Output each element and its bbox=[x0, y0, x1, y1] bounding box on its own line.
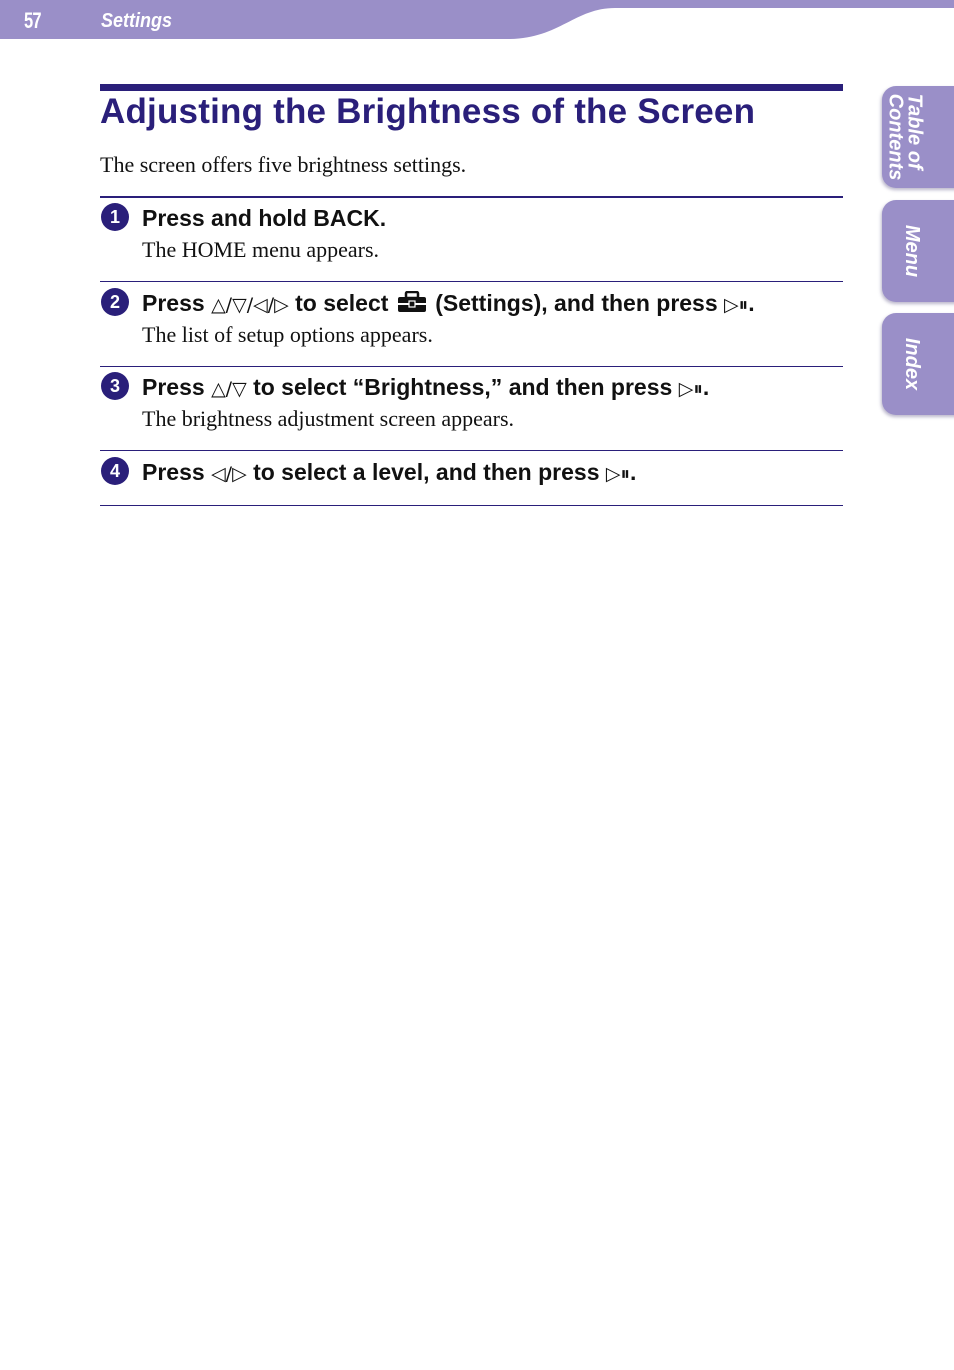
step-number: 1 bbox=[101, 203, 129, 231]
step-heading bbox=[142, 205, 386, 232]
step-heading-text: . bbox=[748, 290, 755, 316]
step-heading-text: Press and hold BACK. bbox=[142, 205, 387, 231]
step-heading-text: (Settings), and then press bbox=[428, 290, 725, 316]
intro-text: The screen offers five brightness settings. bbox=[100, 152, 467, 177]
step-heading bbox=[142, 374, 709, 401]
tab-table-of-contents-label: Table of Contents bbox=[884, 93, 926, 181]
step-description: The HOME menu appears. bbox=[142, 237, 380, 262]
title-bar bbox=[100, 84, 843, 91]
step-heading-text: Press bbox=[142, 374, 212, 400]
step-heading-text: . bbox=[702, 374, 710, 400]
step-description: The list of setup options appears. bbox=[142, 322, 433, 347]
page-number: 57 bbox=[24, 8, 41, 33]
pause-icon: ⏸ bbox=[693, 378, 703, 400]
tab-index[interactable] bbox=[882, 313, 954, 415]
step-heading-text: Press bbox=[142, 290, 212, 316]
play-icon: ▷ bbox=[678, 378, 694, 400]
divider bbox=[100, 450, 843, 451]
tab-table-of-contents[interactable] bbox=[882, 86, 954, 188]
tab-menu[interactable] bbox=[882, 200, 954, 302]
divider bbox=[100, 505, 843, 506]
divider bbox=[100, 366, 843, 367]
page-title: Adjusting the Brightness of the Screen bbox=[100, 92, 756, 131]
step-number: 3 bbox=[101, 372, 129, 400]
pause-icon: ⏸ bbox=[620, 463, 631, 485]
step-number: 4 bbox=[101, 457, 129, 485]
direction-keys-icon: △/▽/◁/▷ bbox=[211, 294, 289, 316]
divider bbox=[100, 281, 843, 282]
pause-icon: ⏸ bbox=[738, 294, 749, 316]
toolbox-icon bbox=[397, 291, 427, 313]
step-heading bbox=[142, 459, 636, 486]
tab-index-label: Index bbox=[901, 337, 924, 391]
direction-keys-icon: △/▽ bbox=[211, 378, 247, 400]
divider bbox=[100, 196, 843, 198]
step-description: The brightness adjustment screen appears. bbox=[142, 406, 515, 431]
step-heading-text: . bbox=[630, 459, 637, 485]
tab-menu-label: Menu bbox=[901, 224, 924, 278]
section-name: Settings bbox=[101, 10, 173, 32]
play-icon: ▷ bbox=[724, 294, 739, 316]
step-number: 2 bbox=[101, 288, 129, 316]
step-heading-text: to select a level, and then press bbox=[246, 459, 606, 485]
step-heading-text: to select “Brightness,” and then press bbox=[246, 374, 679, 400]
step-heading bbox=[142, 290, 755, 317]
play-icon: ▷ bbox=[605, 463, 621, 485]
step-heading-text: Press bbox=[142, 459, 212, 485]
step-heading-text: to select bbox=[288, 290, 395, 316]
direction-keys-icon: ◁/▷ bbox=[211, 463, 247, 485]
